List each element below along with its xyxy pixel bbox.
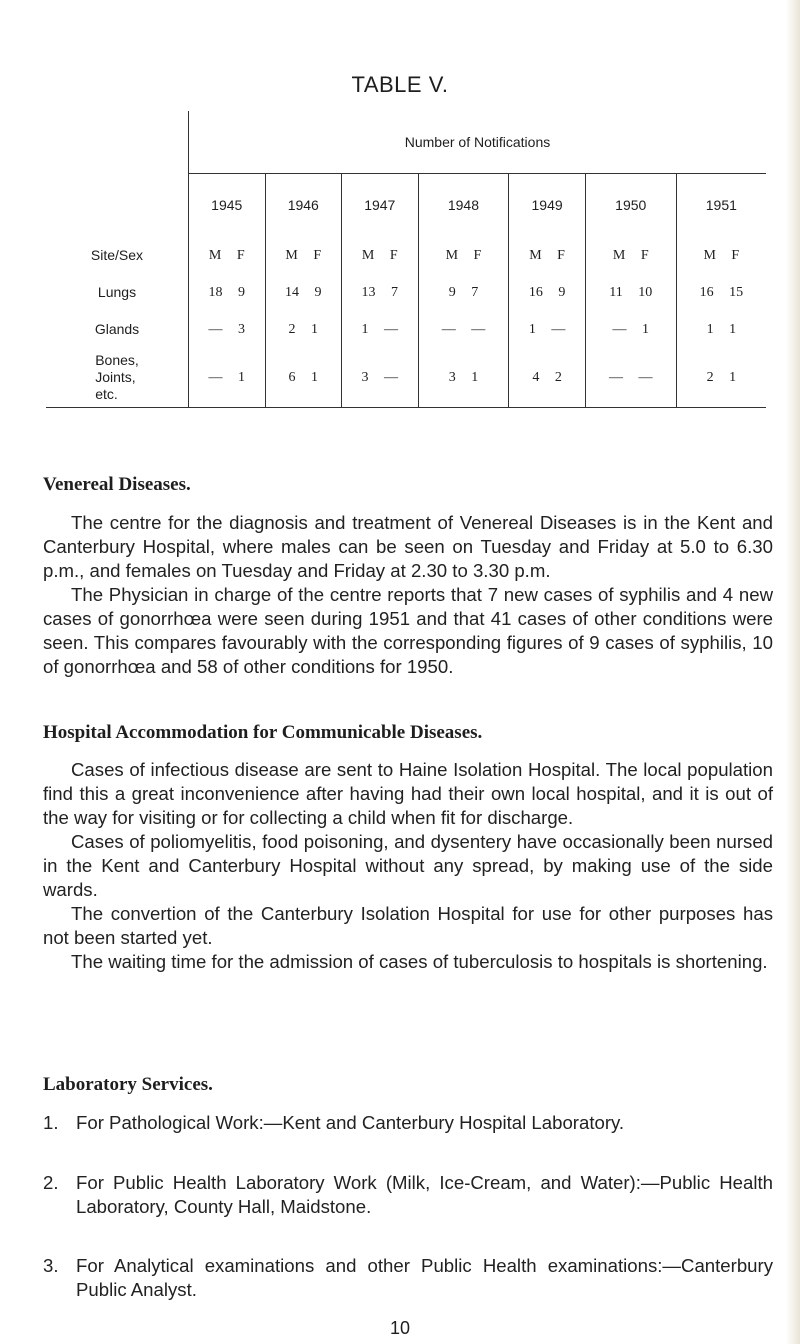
value-cell: 18 9: [208, 284, 245, 300]
year-cell: 1949: [509, 174, 586, 237]
section-heading-hospital: Hospital Accommodation for Communicable Diseases.: [43, 722, 483, 743]
mf-label: M F: [529, 247, 565, 263]
hospital-text: [43, 758, 773, 974]
paragraph: Cases of poliomyelitis, food poisoning, and dysentery have occasionally been nursed in the Kent and Canterbury Hospital without any spread, by making use of the side wards.: [43, 831, 773, 900]
value-cell: — 1: [208, 370, 245, 385]
list-number: 2.: [43, 1172, 59, 1193]
value-cell: — —: [441, 321, 486, 337]
site-sex-label: Site/Sex: [90, 246, 144, 263]
table-title: TABLE V.: [351, 72, 449, 97]
year-cell: 1951: [676, 174, 766, 237]
page-number: 10: [389, 1318, 411, 1338]
table-row: [46, 347, 766, 408]
mf-label: M F: [361, 247, 398, 263]
mf-label: M F: [703, 247, 740, 263]
paragraph: The convertion of the Canterbury Isolation Hospital for use for other purposes has not been started yet.: [43, 903, 773, 948]
value-cell: 13 7: [361, 284, 399, 300]
year-cell: 1947: [342, 174, 419, 237]
value-cell: 3 —: [361, 370, 399, 385]
paragraph: Cases of infectious disease are sent to Haine Isolation Hospital. The local population find this a great inconvenience after having had their own local hospital, and it is out of the way for visiting or for collecting a child when fit for discharge.: [43, 759, 773, 828]
site-label: Glands: [94, 320, 140, 337]
value-cell: 1 1: [706, 321, 737, 337]
value-cell: — —: [609, 370, 653, 385]
value-cell: 9 7: [448, 284, 479, 300]
list-text: For Analytical examinations and other Public Health examinations:—Canterbury Public Analyst.: [76, 1255, 773, 1300]
value-cell: 6 1: [288, 370, 319, 385]
value-cell: 2 1: [288, 321, 319, 337]
page-edge-shadow: [786, 0, 800, 1344]
value-cell: 3 1: [448, 370, 479, 385]
mf-label: M F: [612, 247, 649, 263]
list-number: 3.: [43, 1255, 59, 1276]
sex-header-row: [46, 236, 766, 273]
paragraph: The Physician in charge of the centre reports that 7 new cases of syphilis and 4 new cases of gonorrhœa were seen during 1951 and that 41 cases of other conditions were seen. This compares favourably with the corresponding figures of 9 cases of syphilis, 10 of gonorrhœa and 58 of other conditions for 1950.: [43, 584, 773, 677]
list-text: For Public Health Laboratory Work (Milk, Ice-Cream, and Water):—Public Health Laboratory, County Hall, Maidstone.: [76, 1172, 773, 1217]
year-cell: 1945: [189, 174, 266, 237]
table-header-row: [46, 111, 766, 174]
site-label: Lungs: [97, 283, 137, 300]
mf-label: M F: [445, 247, 482, 263]
list-text: For Pathological Work:—Kent and Canterbury Hospital Laboratory.: [76, 1112, 625, 1133]
value-cell: 16 9: [528, 284, 566, 300]
table-row: [46, 310, 766, 347]
value-cell: 14 9: [285, 284, 322, 300]
value-cell: 16 15: [699, 284, 744, 300]
value-cell: 2 1: [706, 370, 737, 385]
paragraph: The centre for the diagnosis and treatment of Venereal Diseases is in the Kent and Canterbury Hospital, where males can be seen on Tuesday and Friday at 5.0 to 6.30 p.m., and females on Tuesday and Friday at 2.30 to 3.30 p.m.: [43, 512, 773, 581]
year-cell: 1946: [265, 174, 342, 237]
value-cell: — 1: [612, 321, 649, 337]
value-cell: — 3: [208, 321, 245, 337]
section-heading-laboratory: Laboratory Services.: [43, 1074, 213, 1095]
mf-label: M F: [208, 247, 245, 263]
value-cell: 1 —: [361, 321, 399, 337]
year-cell: 1950: [585, 174, 676, 237]
value-cell: 4 2: [532, 370, 562, 385]
paragraph: The waiting time for the admission of cases of tuberculosis to hospitals is shortening.: [71, 951, 768, 972]
year-cell: 1948: [418, 174, 509, 237]
value-cell: 11 10: [609, 284, 653, 300]
table-row: [46, 273, 766, 310]
venereal-text: [43, 511, 773, 679]
site-label: Bones, Joints, etc.: [46, 347, 189, 408]
value-cell: 1 —: [528, 321, 566, 337]
years-row: [46, 174, 766, 237]
list-number: 1.: [43, 1112, 59, 1133]
group-header: Number of Notifications: [189, 111, 767, 174]
notifications-table: [46, 111, 766, 408]
mf-label: M F: [285, 247, 322, 263]
section-heading-venereal: Venereal Diseases.: [43, 474, 191, 495]
